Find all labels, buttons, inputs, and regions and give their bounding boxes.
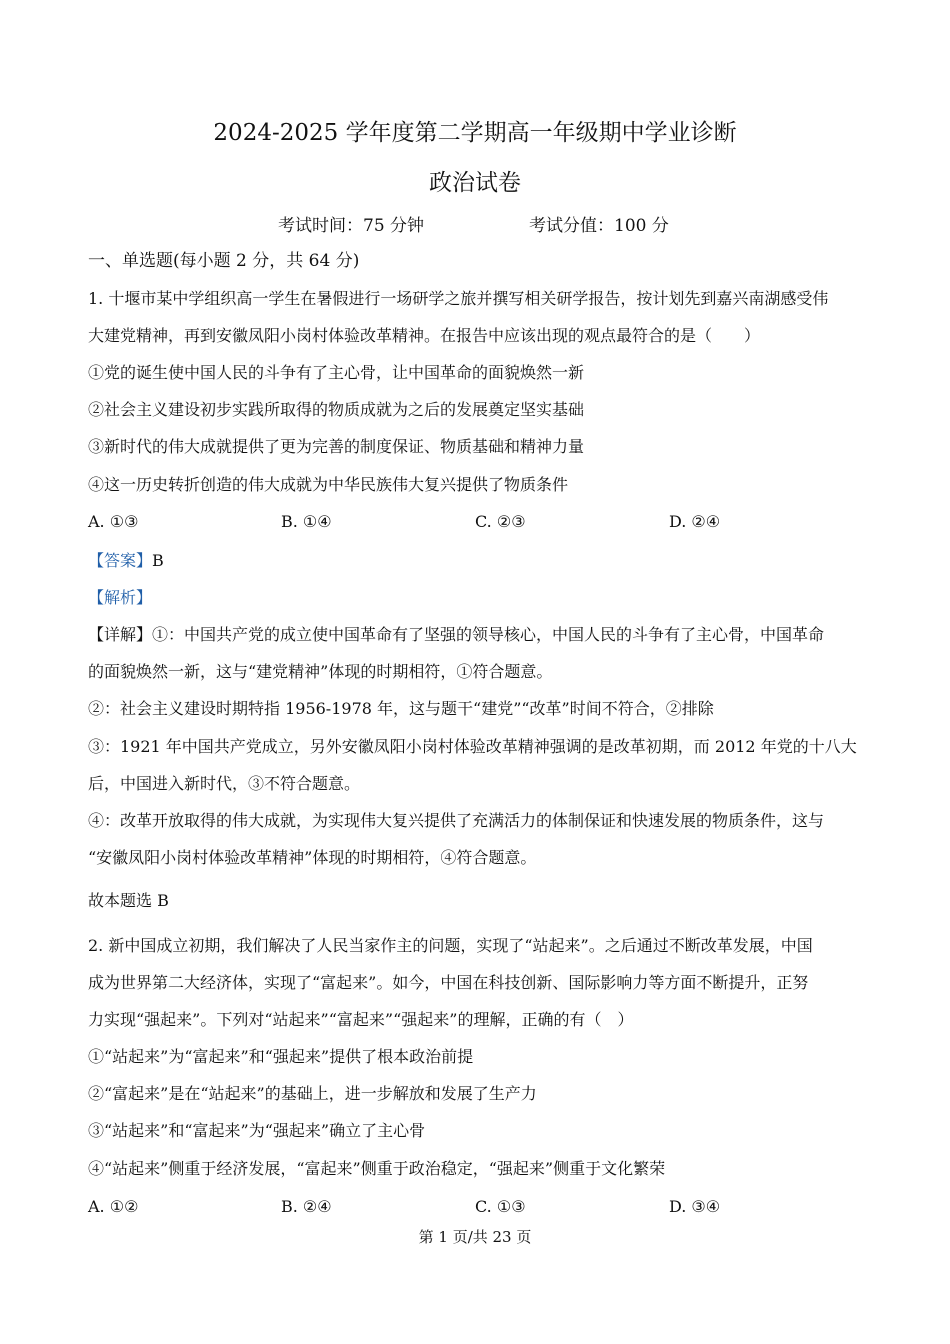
q1-option-c: C. ②③	[475, 512, 526, 531]
exam-time: 考试时间：75 分钟	[278, 216, 425, 236]
analysis-tag: 【解析】	[88, 588, 153, 607]
q1-item-2: ②社会主义建设初步实践所取得的物质成就为之后的发展奠定坚实基础	[88, 400, 585, 419]
q1-detail-line-4: ③：1921 年中国共产党成立，另外安徽凤阳小岗村体验改革精神强调的是改革初期，而 2012 年党的十八大	[88, 737, 857, 756]
q1-item-1: ①党的诞生使中国人民的斗争有了主心骨，让中国革命的面貌焕然一新	[88, 363, 585, 382]
q1-item-4: ④这一历史转折创造的伟大成就为中华民族伟大复兴提供了物质条件	[88, 475, 569, 494]
q2-item-2: ②“富起来”是在“站起来”的基础上，进一步解放和发展了生产力	[88, 1084, 537, 1103]
q2-stem-line-3: 力实现“强起来”。下列对“站起来”“富起来”“强起来”的理解，正确的有（ ）	[88, 1010, 634, 1029]
q1-stem-line-2: 大建党精神，再到安徽凤阳小岗村体验改革精神。在报告中应该出现的观点最符合的是（ ）	[88, 326, 761, 345]
q1-detail-line-1: 【详解】①：中国共产党的成立使中国革命有了坚强的领导核心，中国人民的斗争有了主心骨，中国革命	[88, 625, 825, 644]
subject-title: 政治试卷	[429, 170, 521, 196]
q1-option-d: D. ②④	[669, 512, 721, 531]
exam-score: 考试分值：100 分	[529, 216, 669, 236]
q1-item-3: ③新时代的伟大成就提供了更为完善的制度保证、物质基础和精神力量	[88, 437, 585, 456]
exam-title: 2024-2025 学年度第二学期高一年级期中学业诊断	[213, 120, 737, 146]
q2-stem-line-2: 成为世界第二大经济体，实现了“富起来”。如今，中国在科技创新、国际影响力等方面不断提升，正努	[88, 973, 809, 992]
page-footer: 第 1 页/共 23 页	[418, 1228, 532, 1246]
q2-option-c: C. ①③	[475, 1197, 526, 1216]
q2-item-1: ①“站起来”为“富起来”和“强起来”提供了根本政治前提	[88, 1047, 474, 1066]
q2-item-4: ④“站起来”侧重于经济发展，“富起来”侧重于政治稳定，“强起来”侧重于文化繁荣	[88, 1159, 666, 1178]
answer-tag: 【答案】	[88, 551, 153, 570]
q2-option-a: A. ①②	[88, 1197, 139, 1216]
q1-stem-line-1: 1. 十堰市某中学组织高一学生在暑假进行一场研学之旅并撰写相关研学报告，按计划先到嘉兴南湖感受伟	[88, 289, 829, 308]
q1-conclusion: 故本题选 B	[88, 891, 169, 910]
q1-detail-line-2: 的面貌焕然一新，这与“建党精神”体现的时期相符，①符合题意。	[88, 662, 553, 681]
q2-option-b: B. ②④	[281, 1197, 332, 1216]
answer-value: B	[152, 551, 164, 570]
q2-option-d: D. ③④	[669, 1197, 721, 1216]
q1-option-b: B. ①④	[281, 512, 332, 531]
q2-stem-line-1: 2. 新中国成立初期，我们解决了人民当家作主的问题，实现了“站起来”。之后通过不断改革发展，中国	[88, 936, 813, 955]
q1-detail-line-5: 后，中国进入新时代，③不符合题意。	[88, 774, 361, 793]
section-heading: 一、单选题(每小题 2 分，共 64 分)	[88, 251, 360, 271]
q2-item-3: ③“站起来”和“富起来”为“强起来”确立了主心骨	[88, 1121, 426, 1140]
q1-detail-line-3: ②：社会主义建设时期特指 1956-1978 年，这与题干“建党”“改革”时间不符合，②排除	[88, 699, 714, 718]
q1-detail-line-6: ④：改革开放取得的伟大成就，为实现伟大复兴提供了充满活力的体制保证和快速发展的物质条件，这与	[88, 811, 825, 830]
q1-option-a: A. ①③	[88, 512, 139, 531]
q1-answer	[88, 550, 878, 572]
q1-detail-line-7: “安徽凤阳小岗村体验改革精神”体现的时期相符，④符合题意。	[88, 848, 537, 867]
